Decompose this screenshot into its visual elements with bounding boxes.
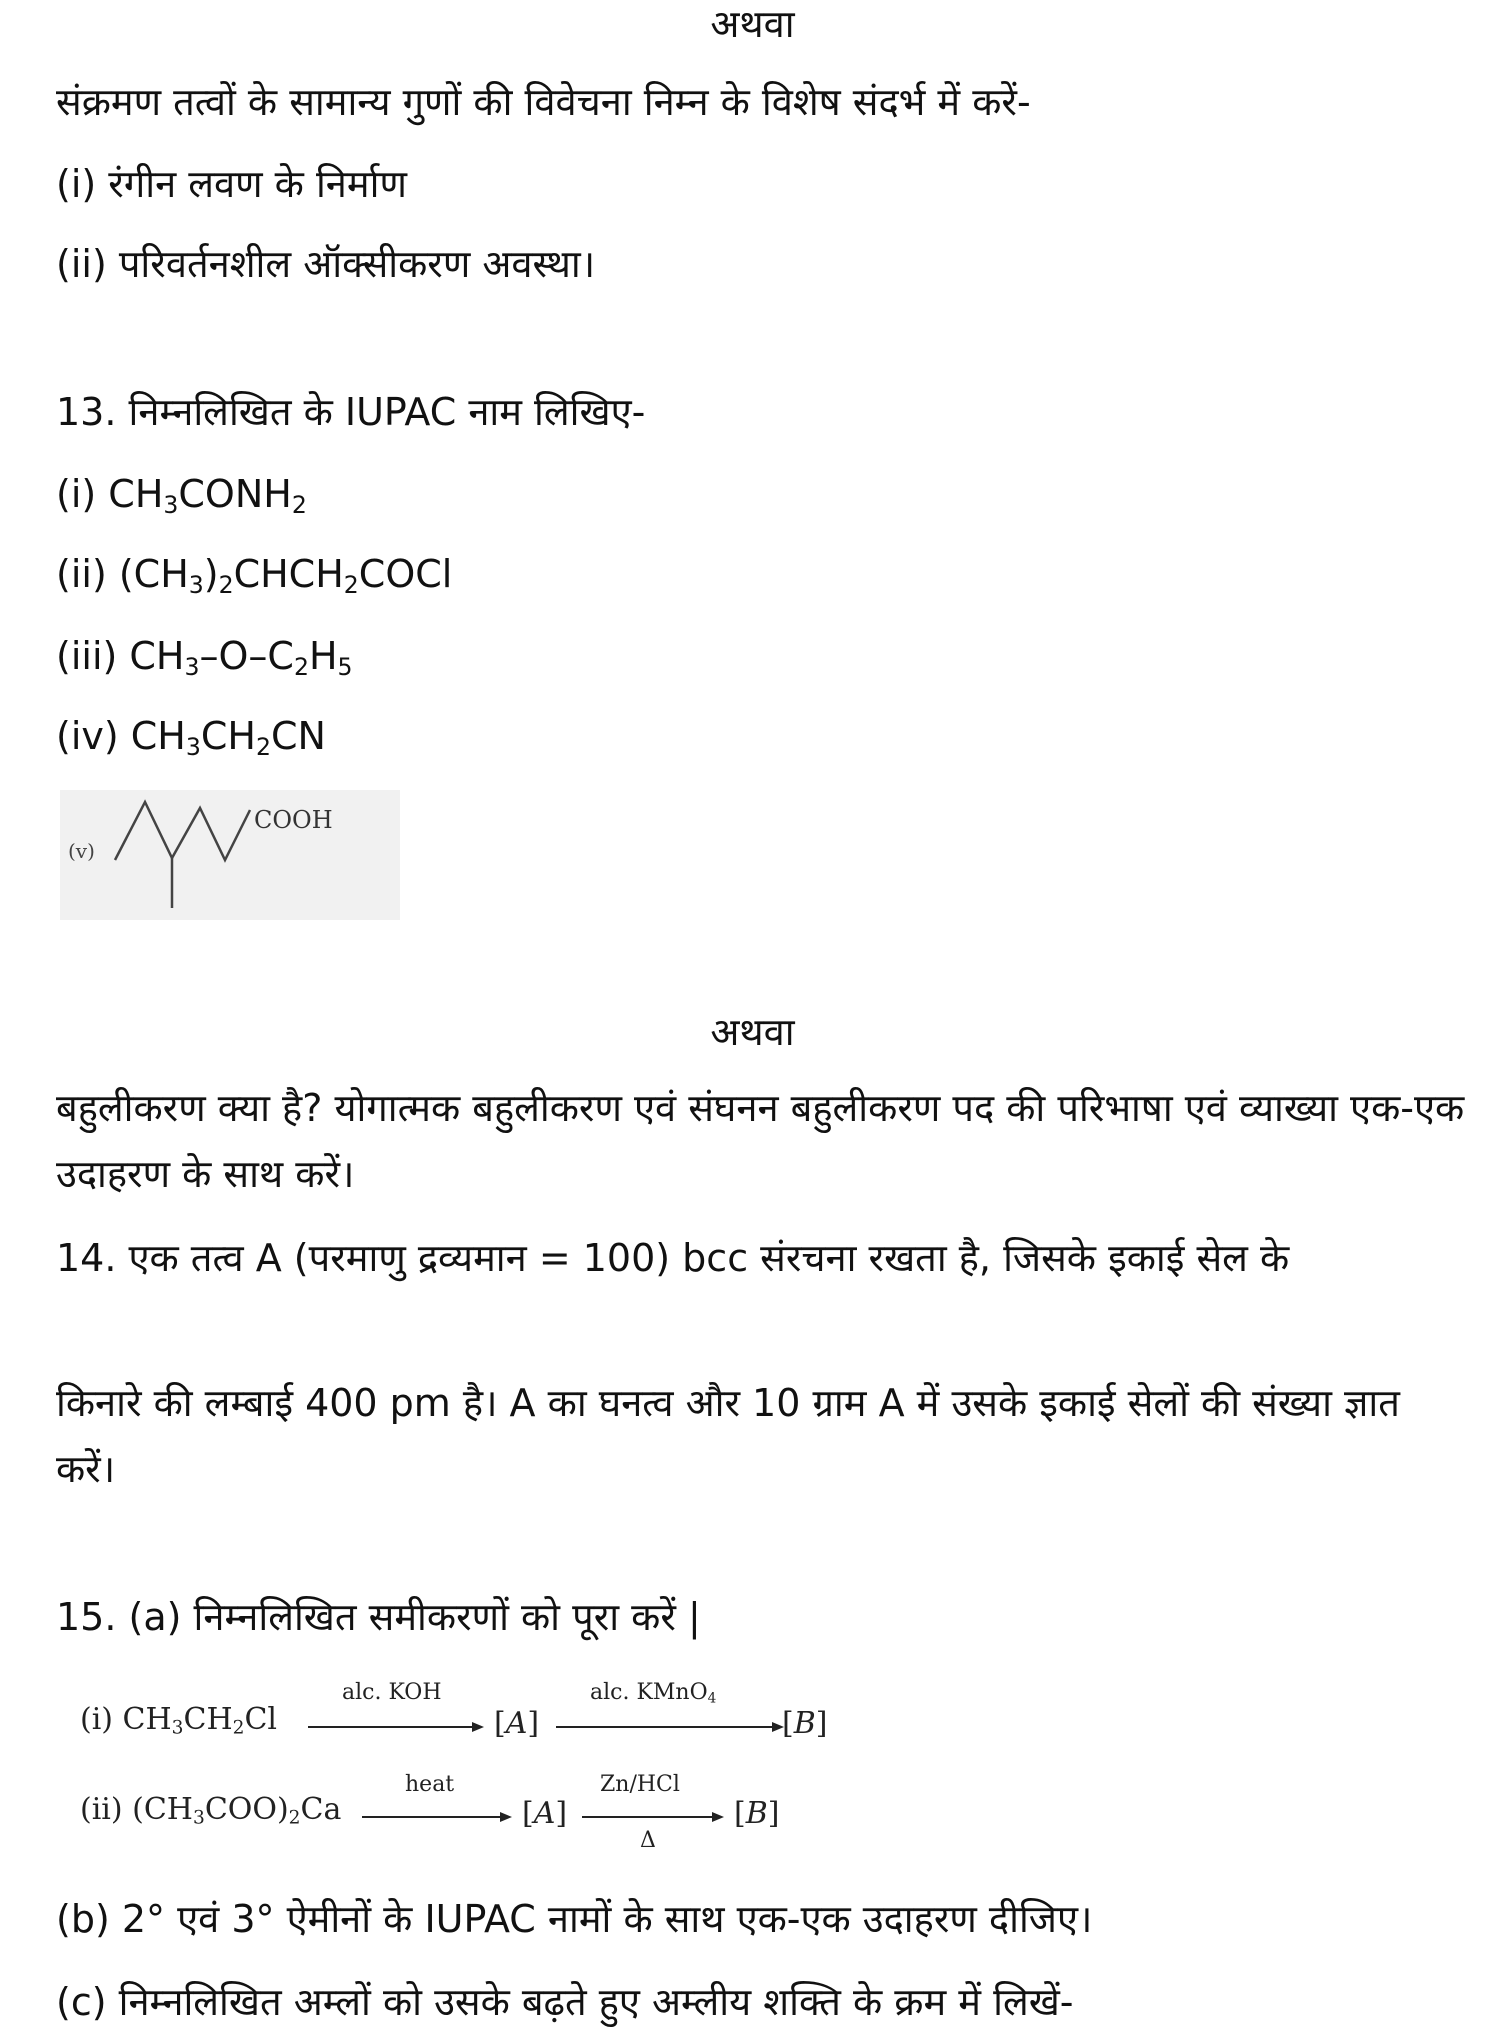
rxn1-product-a: [A] [494,1706,540,1741]
athva-heading-2: अथवा [710,1010,795,1054]
reaction-2 [80,1760,840,1860]
transition-option-ii: (ii) परिवर्तनशील ऑक्सीकरण अवस्था। [56,242,596,286]
q13-item-ii: (ii) $(CH_3)_2CHCH_2COCl$ [56,552,453,599]
question-14-part1: 14. एक तत्व A (परमाणु द्रव्यमान = 100) bcc संरचना रखता है, जिसके इकाई सेल के [56,1236,1290,1280]
q13-item-iii: (iii) $CH_3-O-C_2H_5$ [56,634,353,681]
question-15c: (c) निम्नलिखित अम्लों को उसके बढ़ते हुए अम्लीय शक्ति के क्रम में लिखें- [56,1980,1074,2024]
athva-heading-1: अथवा [710,2,795,46]
rxn2-reagent-2: Zn/HCl [600,1772,680,1797]
question-13: 13. निम्नलिखित के IUPAC नाम लिखिए- [56,390,646,434]
polymer-question: बहुलीकरण क्या है? योगात्मक बहुलीकरण एवं संघनन बहुलीकरण पद की परिभाषा एवं व्याख्या एक-एक उदाहरण के साथ करें। [56,1086,1465,1196]
q13-item-iv: (iv) $CH_3CH_2CN$ [56,714,326,761]
reaction-1 [80,1670,840,1770]
rxn1-reactant: (i) $CH_3CH_2Cl$ [80,1702,278,1739]
rxn2-condition: Δ [640,1828,656,1853]
transition-option-i: (i) रंगीन लवण के निर्माण [56,162,407,206]
rxn1-product-b: [B] [782,1706,828,1741]
question-14-part2: किनारे की लम्बाई 400 pm है। A का घनत्व और 10 ग्राम A में उसके इकाई सेलों की संख्या ज्ञात करें। [56,1381,1400,1491]
rxn2-reagent-1: heat [405,1772,455,1797]
rxn1-reagent-2: alc. KMnO$_4$ [590,1680,717,1707]
q13-v-label: (v) [68,839,95,863]
question-15a: 15. (a) निम्नलिखित समीकरणों को पूरा करें | [56,1595,701,1639]
rxn2-reactant: (ii) $(CH_3COO)_2Ca$ [80,1792,342,1829]
transition-question: संक्रमण तत्वों के सामान्य गुणों की विवेचना निम्न के विशेष संदर्भ में करें- [56,80,1031,124]
rxn1-reagent-1: alc. KOH [342,1680,442,1705]
rxn2-product-b: [B] [734,1796,780,1831]
q13-item-i: (i) $CH_3CONH_2$ [56,472,307,519]
q13-item-v-structure [60,790,400,920]
q13-v-group: COOH [254,806,333,834]
rxn2-product-a: [A] [522,1796,568,1831]
question-15b: (b) 2° एवं 3° ऐमीनों के IUPAC नामों के साथ एक-एक उदाहरण दीजिए। [56,1897,1093,1941]
